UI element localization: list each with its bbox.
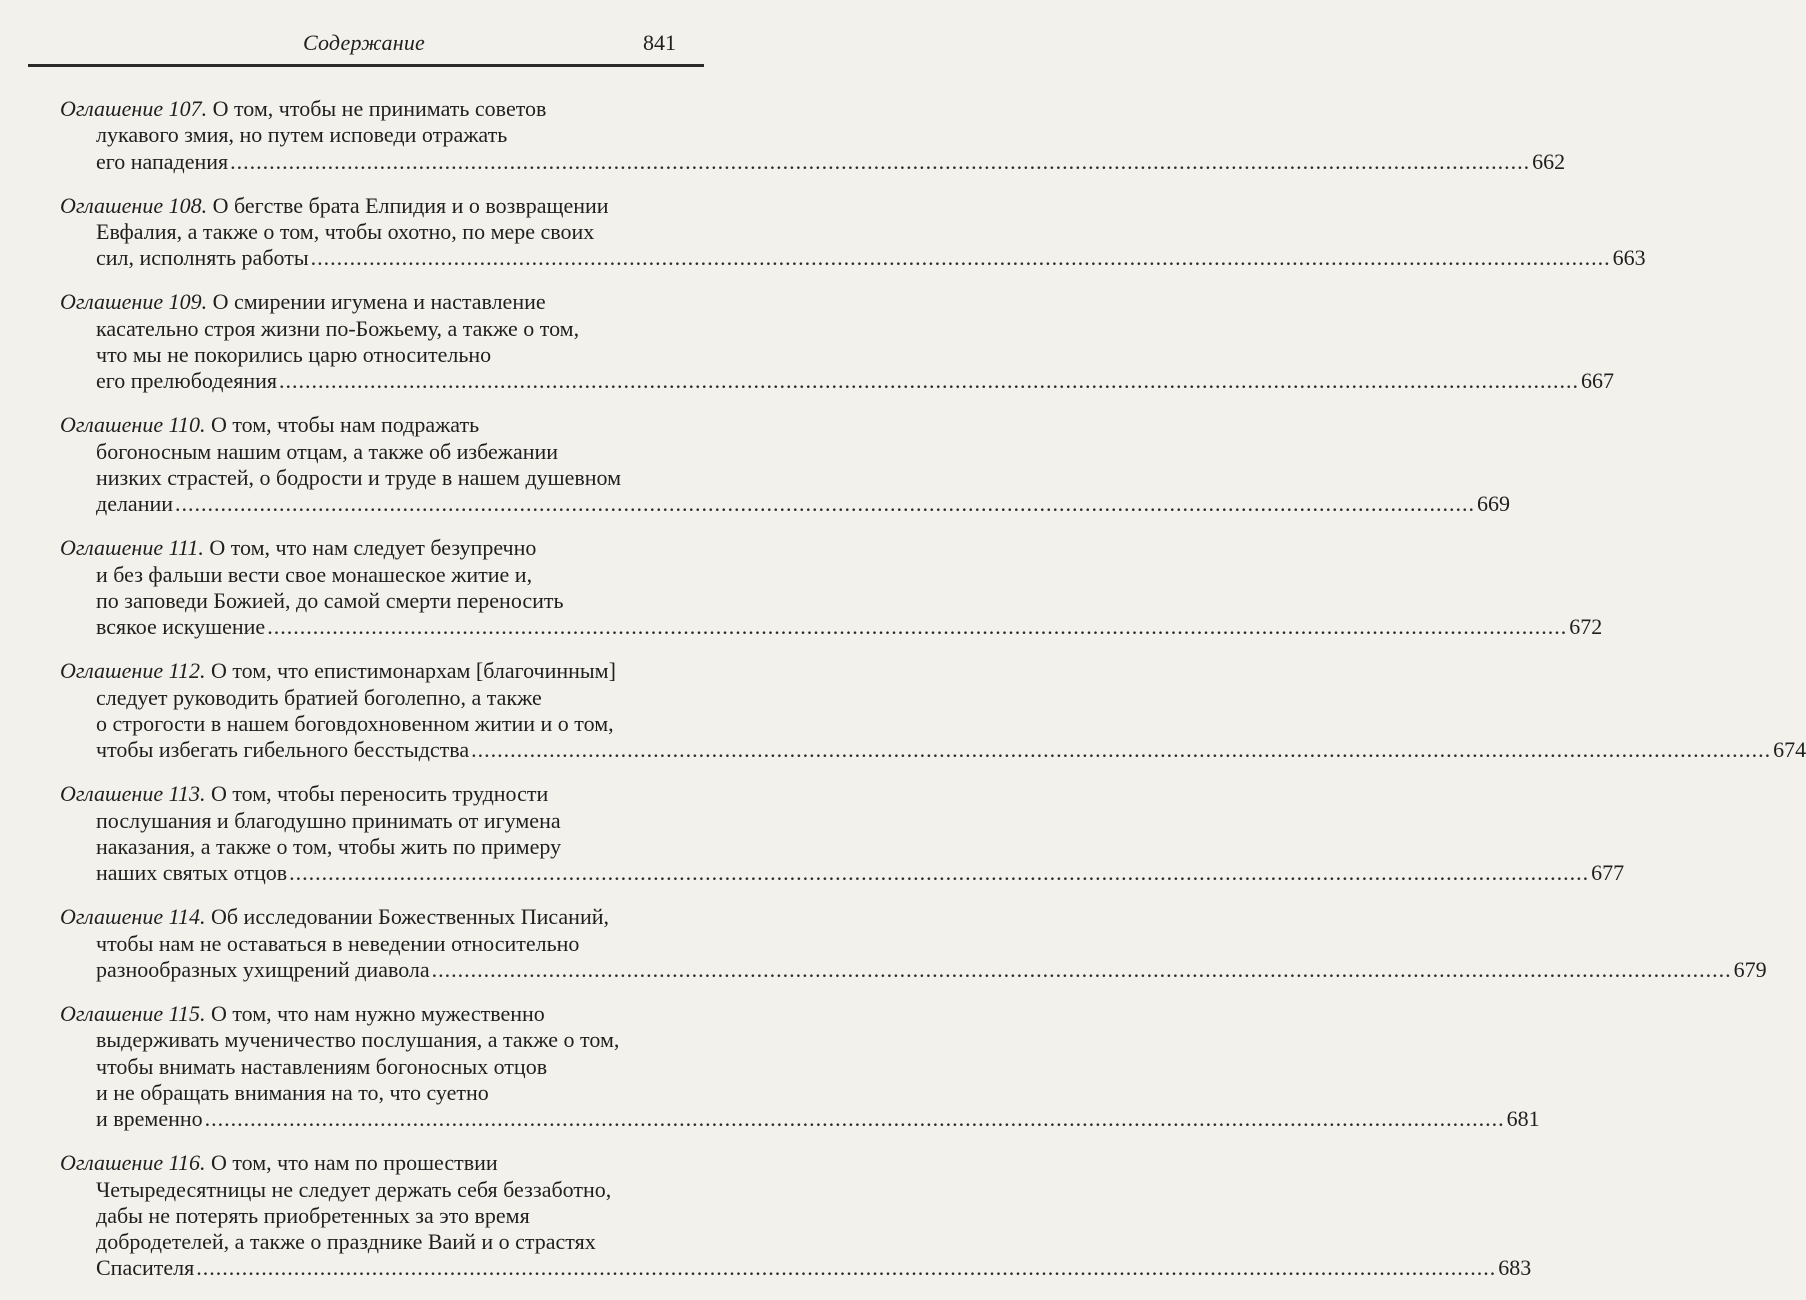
toc-entry-line [60, 368, 1614, 394]
toc-page-ref: 663 [1612, 245, 1646, 271]
header-rule [28, 64, 704, 67]
toc-entry-text: его прелюбодеяния [96, 368, 277, 394]
toc-entry-line [60, 860, 1625, 886]
toc-entry-line [60, 412, 672, 438]
toc-entry-text: и временно [96, 1106, 203, 1132]
toc-entry-line [60, 834, 672, 860]
toc-entry-text: О том, чтобы нам подражать [210, 412, 480, 438]
toc-entry [60, 781, 1625, 886]
toc-entry-line [60, 122, 672, 148]
toc-entry-text: касательно строя жизни по-Божьему, а также о том, [96, 315, 580, 341]
toc-entry-line [60, 1177, 672, 1203]
toc-entry-label: Оглашение 112. [60, 658, 206, 684]
toc-entry-line [60, 588, 672, 614]
toc-entry-label: Оглашение 111. [60, 535, 204, 561]
toc-entry-line [60, 1001, 672, 1027]
toc-entry-line [60, 148, 1566, 175]
dot-leader: ........................................................................................................................................................................................................ [204, 1106, 1505, 1132]
toc-entry-line [60, 1229, 672, 1255]
toc-entry-line [60, 1027, 672, 1053]
toc-entry-text: чтобы внимать наставлениям богоносных отцов [96, 1053, 548, 1079]
toc-entry [60, 658, 1806, 763]
toc-entry [60, 1150, 1532, 1281]
toc-entry-text: О том, что епистимонархам [благочинным] [210, 658, 616, 684]
toc-entry-text: делании [96, 491, 174, 517]
toc-entry [60, 412, 1511, 517]
toc-entries [60, 96, 1806, 1300]
toc-entry-label: Оглашение 113. [60, 781, 206, 807]
toc-page-ref: 679 [1733, 956, 1767, 982]
toc-entry-line [60, 316, 672, 342]
toc-entry-text: разнообразных ухищрений диавола [96, 956, 430, 982]
toc-entry [60, 904, 1767, 983]
toc-entry-text: чтобы нам не оставаться в неведении относительно [96, 930, 580, 956]
toc-page-ref: 667 [1581, 368, 1614, 394]
toc-entry-line [60, 439, 672, 465]
toc-entry-line [60, 245, 1646, 271]
toc-page-ref: 662 [1532, 148, 1566, 174]
toc-entry-text: О бегстве брата Елпидия и о возвращении [212, 192, 609, 218]
toc-entry-line [60, 658, 672, 684]
toc-entry-label: Оглашение 107. [60, 96, 208, 121]
toc-entry-label: Оглашение 116. [60, 1150, 206, 1176]
toc-entry-text: выдерживать мученичество послушания, а также о том, [96, 1027, 620, 1053]
toc-entry-text: О том, что нам нужно мужественно [210, 1000, 545, 1026]
toc-entry-text: О том, чтобы не принимать советов [212, 96, 547, 121]
toc-entry-text: Об исследовании Божественных Писаний, [210, 904, 609, 930]
toc-entry-label: Оглашение 110. [60, 412, 206, 438]
toc-entry-text: о строгости в нашем боговдохновенном житии и о том, [96, 710, 614, 736]
toc-entry-line [60, 562, 672, 588]
dot-leader: ........................................................................................................................................................................................................ [230, 148, 1531, 174]
dot-leader: ........................................................................................................................................................................................................ [175, 491, 1476, 517]
toc-entry-line [60, 1150, 672, 1176]
toc-entry-text: О том, что нам следует безупречно [209, 535, 537, 561]
toc-page-ref: 669 [1477, 491, 1511, 517]
toc-entry [60, 289, 1614, 394]
toc-entry-text: О смирении игумена и наставление [212, 289, 546, 315]
toc-entry-line [60, 931, 672, 957]
page-header [0, 0, 728, 70]
dot-leader: ........................................................................................................................................................................................................ [471, 737, 1772, 763]
toc-entry-text: послушания и благодушно принимать от игумена [96, 807, 561, 833]
toc-entry-text: по заповеди Божией, до самой смерти переносить [96, 587, 564, 613]
page-number: 841 [643, 30, 676, 55]
toc-entry-text: лукавого змия, но путем исповеди отражать [96, 122, 508, 148]
toc-entry-line [60, 711, 672, 737]
toc-entry [60, 192, 1646, 272]
toc-entry-line [60, 289, 672, 315]
toc-entry-line [60, 1080, 672, 1106]
toc-entry-label: Оглашение 114. [60, 904, 206, 930]
toc-entry-text: сил, исполнять работы [96, 245, 309, 271]
toc-entry-text: Четыредесятницы не следует держать себя беззаботно, [96, 1176, 612, 1202]
dot-leader: ........................................................................................................................................................................................................ [279, 368, 1579, 394]
toc-entry-text: его нападения [96, 148, 229, 174]
toc-entry-line [60, 1106, 1540, 1132]
toc-entry-line [60, 491, 1511, 517]
toc-entry-line [60, 219, 672, 245]
toc-page-ref: 681 [1506, 1106, 1540, 1132]
toc-entry-text: О том, чтобы переносить трудности [210, 781, 549, 807]
dot-leader: ........................................................................................................................................................................................................ [431, 956, 1732, 982]
toc-entry-line [60, 465, 672, 491]
toc-entry-line [60, 904, 672, 930]
toc-entry-line [60, 535, 672, 561]
dot-leader: ........................................................................................................................................................................................................ [267, 614, 1568, 640]
toc-entry [60, 96, 1566, 175]
toc-entry-text: О том, что нам по прошествии [210, 1150, 498, 1176]
toc-page-ref: 674 [1773, 737, 1806, 763]
toc-entry-text: низких страстей, о бодрости и труде в нашем душевном [96, 464, 622, 490]
toc-entry-line [60, 614, 1603, 640]
toc-entry-line [60, 342, 672, 368]
toc-entry-line [60, 1203, 672, 1229]
toc-entry-line [60, 685, 672, 711]
toc-entry-line [60, 956, 1767, 983]
toc-page-ref: 683 [1498, 1255, 1532, 1281]
toc-entry-text: богоносным нашим отцам, а также об избежании [96, 438, 559, 464]
toc-entry-text: всякое искушение [96, 614, 266, 640]
toc-entry [60, 535, 1603, 640]
dot-leader: ........................................................................................................................................................................................................ [196, 1255, 1497, 1281]
toc-entry-text: и не обращать внимания на то, что суетно [96, 1079, 489, 1105]
toc-entry-text: что мы не покорились царю относительно [96, 341, 492, 367]
dot-leader: ........................................................................................................................................................................................................ [289, 860, 1590, 886]
toc-entry-text: следует руководить братией боголепно, а также [96, 684, 542, 710]
dot-leader: ........................................................................................................................................................................................................ [310, 245, 1611, 271]
toc-page-ref: 672 [1569, 614, 1603, 640]
toc-entry-label: Оглашение 115. [60, 1000, 206, 1026]
toc-entry-text: наших святых отцов [96, 860, 288, 886]
toc-entry-text: Спасителя [96, 1255, 195, 1281]
toc-entry-line [60, 737, 1806, 763]
toc-entry-line [60, 96, 672, 122]
toc-entry-text: добродетелей, а также о празднике Ваий и о страстях [96, 1229, 596, 1255]
toc-page-ref: 677 [1591, 860, 1625, 886]
toc-entry-line [60, 1255, 1532, 1281]
toc-entry-text: чтобы избегать гибельного бесстыдства [96, 737, 470, 763]
toc-entry-label: Оглашение 108. [60, 192, 208, 218]
toc-entry-text: Евфалия, а также о том, чтобы охотно, по мере своих [96, 218, 595, 244]
running-title: Содержание [302, 30, 425, 55]
toc-entry-text: наказания, а также о том, чтобы жить по примеру [96, 833, 562, 859]
toc-entry-line [60, 781, 672, 807]
toc-entry [60, 1000, 1540, 1132]
toc-entry-label: Оглашение 109. [60, 289, 208, 315]
toc-entry-line [60, 193, 672, 219]
toc-entry-text: и без фальши вести свое монашеское житие и, [96, 561, 533, 587]
toc-entry-text: дабы не потерять приобретенных за это время [96, 1202, 530, 1228]
toc-entry-line [60, 1054, 672, 1080]
toc-entry-line [60, 808, 672, 834]
